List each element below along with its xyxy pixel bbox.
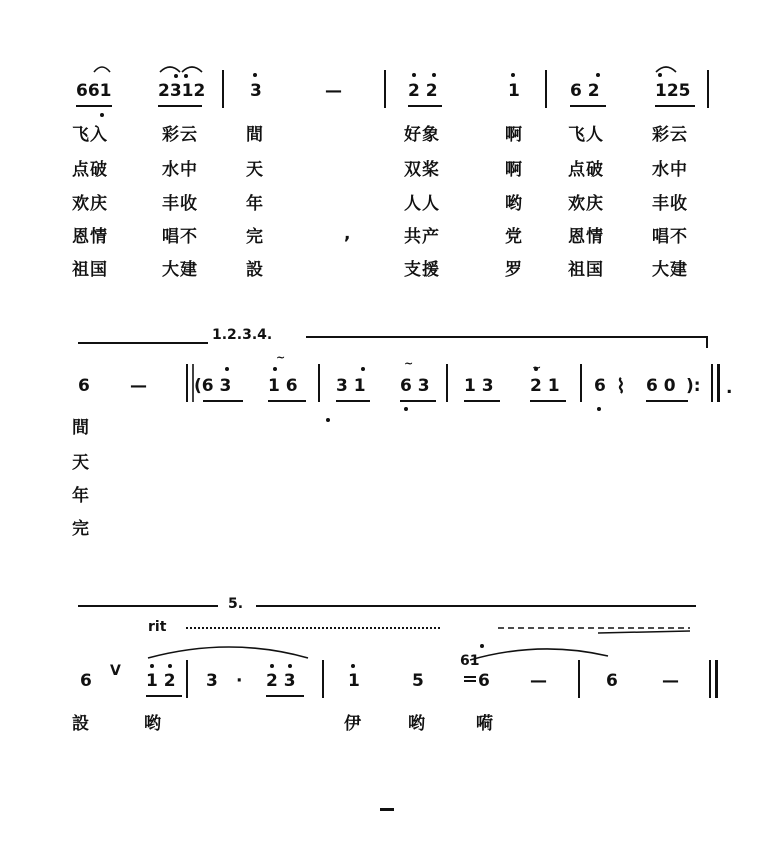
beam xyxy=(266,695,304,697)
note-group: 125 xyxy=(655,81,691,101)
octave-dot xyxy=(351,664,355,668)
lyric: 丰收 xyxy=(162,194,198,214)
dash: — xyxy=(325,81,342,101)
trill-mark: ~ xyxy=(532,361,542,374)
octave-dot xyxy=(168,664,172,668)
note-group: (6 3 xyxy=(194,376,232,396)
final-dot: . xyxy=(726,378,733,398)
dash: — xyxy=(530,671,547,691)
octave-dot xyxy=(150,664,154,668)
page-mark xyxy=(380,808,394,811)
note: 6 xyxy=(78,376,90,396)
lyric: 恩情 xyxy=(568,227,604,247)
lyric: 水中 xyxy=(162,160,198,180)
note: 3 xyxy=(250,81,262,101)
note: 1 xyxy=(508,81,520,101)
lyric: 罗 xyxy=(505,260,523,280)
lyric: 共产 xyxy=(404,227,440,247)
lyric: 啊 xyxy=(505,160,523,180)
lyric: 丰收 xyxy=(652,194,688,214)
barline xyxy=(186,660,188,698)
lyric: 恩情 xyxy=(72,227,108,247)
lyric: 彩云 xyxy=(162,125,198,145)
barline xyxy=(709,660,711,698)
dot-note: · xyxy=(236,671,243,691)
repeat-end: ): xyxy=(686,376,701,396)
trill-mark: ~ xyxy=(276,351,286,364)
lyric: 人人 xyxy=(404,194,440,214)
lyric: 点破 xyxy=(72,160,108,180)
note: 6 xyxy=(594,376,606,396)
barline xyxy=(578,660,580,698)
barline-thick xyxy=(715,660,718,698)
note-group: 6 0 xyxy=(646,376,676,396)
lyric: 祖国 xyxy=(568,260,604,280)
note-group: 1 6 xyxy=(268,376,298,396)
lyric: 欢庆 xyxy=(568,194,604,214)
lyric: 祖国 xyxy=(72,260,108,280)
volta-label: 5. xyxy=(228,596,244,612)
lyric: 天 xyxy=(246,160,264,180)
lyric: 完 xyxy=(72,519,90,539)
lyric: 天 xyxy=(72,453,90,473)
lyric: 唱不 xyxy=(652,227,688,247)
lyric: 嗬 xyxy=(476,714,494,734)
tempo-marking: rit xyxy=(148,619,167,635)
grace-beam xyxy=(464,676,476,678)
note-group: 2312 xyxy=(158,81,206,101)
dash: — xyxy=(662,671,679,691)
note-group: 661 xyxy=(76,81,112,101)
lyric: 点破 xyxy=(568,160,604,180)
dash: — xyxy=(130,376,147,396)
note: 6 xyxy=(80,671,92,691)
note-group: 2 2 xyxy=(408,81,438,101)
lyric: 飞入 xyxy=(72,125,108,145)
lyric: 党 xyxy=(505,227,523,247)
barline xyxy=(322,660,324,698)
trill-mark: ~ xyxy=(404,357,414,370)
note-group: 6 3 xyxy=(400,376,430,396)
lyric: 大建 xyxy=(652,260,688,280)
lyric: 支援 xyxy=(404,260,440,280)
grace-beam xyxy=(464,680,476,682)
note-group: 6 2 xyxy=(570,81,600,101)
lyric: 哟 xyxy=(505,194,523,214)
note: 6 xyxy=(478,671,490,691)
lyric: 水中 xyxy=(652,160,688,180)
note: 5 xyxy=(412,671,424,691)
arpeggio-mark: ⌇ xyxy=(616,374,626,398)
lyric: 双桨 xyxy=(404,160,440,180)
lyric: 伊 xyxy=(344,714,362,734)
lyric: 間 xyxy=(72,418,90,438)
lyric: 彩云 xyxy=(652,125,688,145)
lyric: 設 xyxy=(246,260,264,280)
note-group: 2 3 xyxy=(266,671,296,691)
octave-dot xyxy=(270,664,274,668)
lyric: 欢庆 xyxy=(72,194,108,214)
volta-label: 1.2.3.4. xyxy=(212,327,273,343)
lyric: 唱不 xyxy=(162,227,198,247)
note: 3 xyxy=(206,671,218,691)
lyric: 飞人 xyxy=(568,125,604,145)
beam xyxy=(146,695,182,697)
note-group: 1 2 xyxy=(146,671,176,691)
breath-mark: V xyxy=(110,663,121,679)
lyric: 設 xyxy=(72,714,90,734)
note-group: 2 1 xyxy=(530,376,560,396)
lyric: 年 xyxy=(72,486,90,506)
octave-dot xyxy=(288,664,292,668)
lyric: 大建 xyxy=(162,260,198,280)
lyric: 完 xyxy=(246,227,264,247)
grace-notes: 61 xyxy=(460,653,480,669)
breath-mark: , xyxy=(344,224,352,244)
note: 6 xyxy=(606,671,618,691)
lyric: 年 xyxy=(246,194,264,214)
lyric: 間 xyxy=(246,125,264,145)
lyric: 好象 xyxy=(404,125,440,145)
note-group: 3 1 xyxy=(336,376,366,396)
lyric: 哟 xyxy=(408,714,426,734)
lyric: 啊 xyxy=(505,125,523,145)
lyric: 哟 xyxy=(144,714,162,734)
octave-dot xyxy=(480,644,484,648)
note-group: 1 3 xyxy=(464,376,494,396)
note: 1 xyxy=(348,671,360,691)
